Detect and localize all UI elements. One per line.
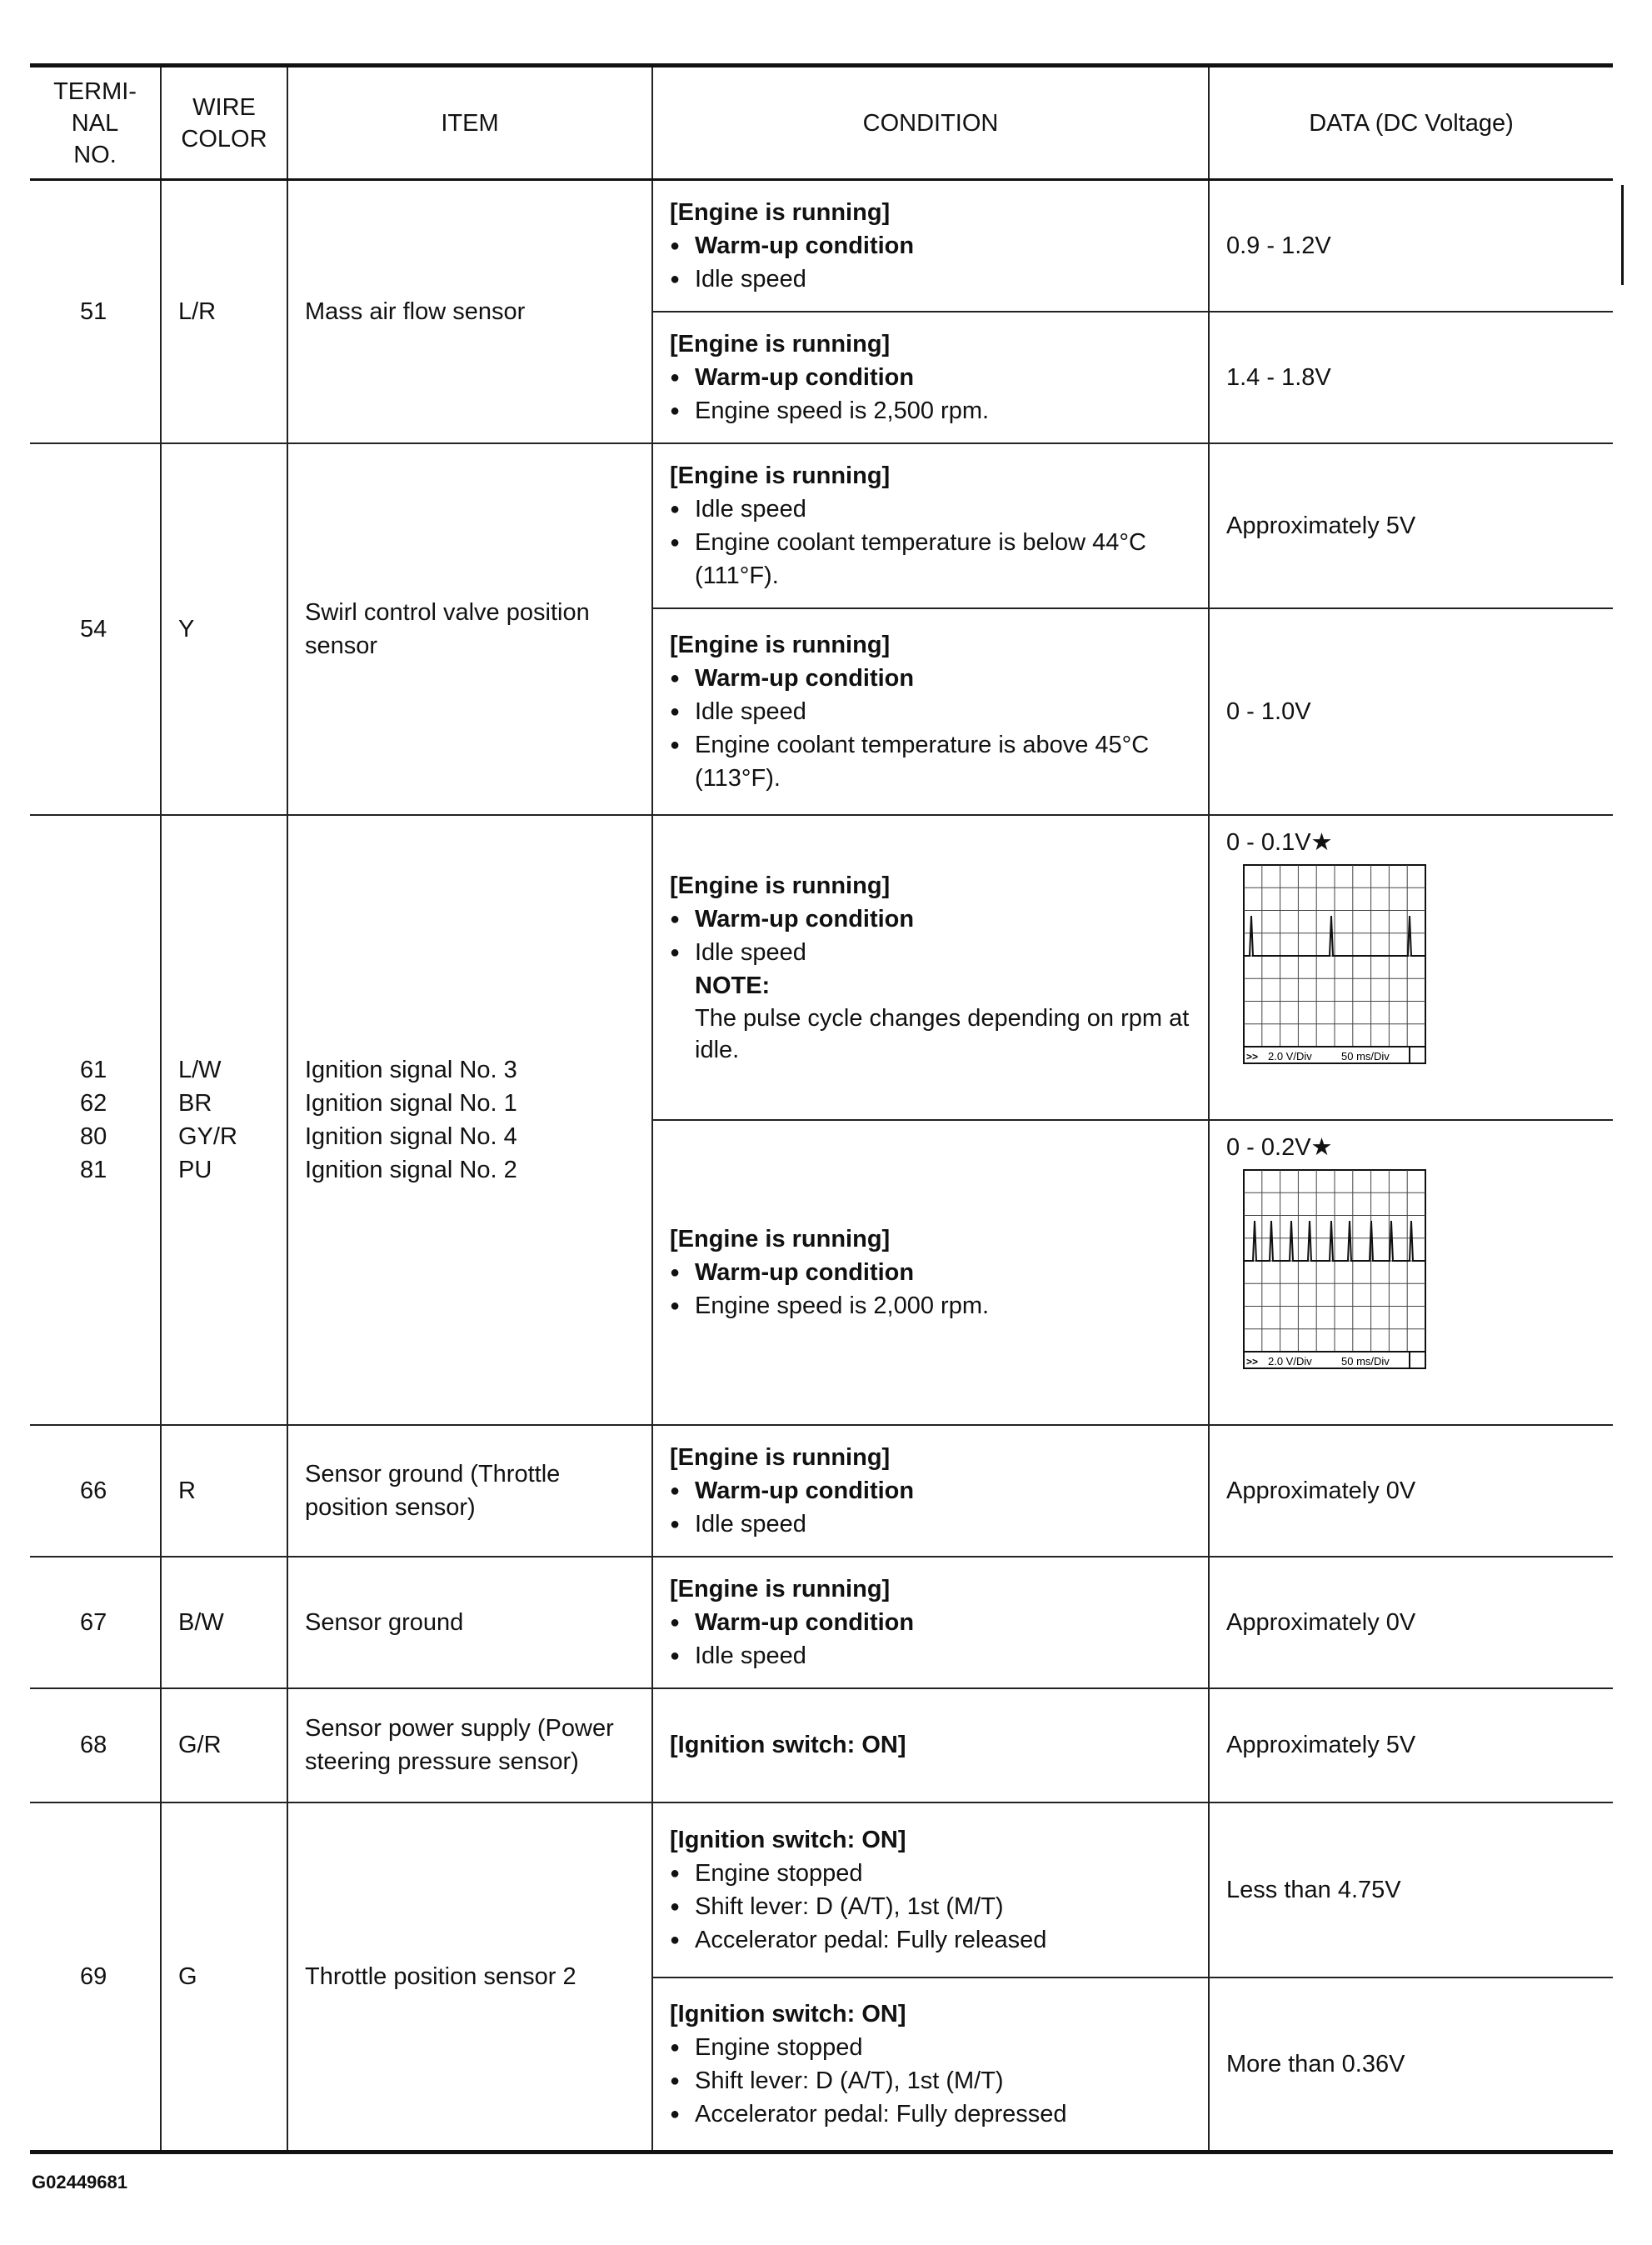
wire-color: B/W bbox=[161, 1557, 287, 1688]
data-value: Approximately 0V bbox=[1209, 1425, 1613, 1557]
data-value: Less than 4.75V bbox=[1209, 1802, 1613, 1978]
terminal-no: 69 bbox=[30, 1802, 161, 2152]
condition-bullet: ● Shift lever: D (A/T), 1st (M/T) bbox=[670, 1890, 1191, 1923]
condition-heading: [Engine is running] bbox=[670, 1443, 891, 1471]
note-title: NOTE: bbox=[695, 972, 771, 999]
header-data: DATA (DC Voltage) bbox=[1209, 66, 1613, 180]
wire-color: R bbox=[161, 1425, 287, 1557]
header-condition: CONDITION bbox=[652, 66, 1209, 180]
condition-heading: [Ignition switch: ON] bbox=[670, 2000, 906, 2028]
item-name: Throttle position sensor 2 bbox=[287, 1802, 652, 2152]
condition-heading: [Engine is running] bbox=[670, 462, 891, 489]
condition-bullet: ● Idle speed bbox=[670, 262, 1191, 296]
condition-bullet: ● Warm-up condition bbox=[670, 662, 1191, 695]
table-row bbox=[30, 180, 1613, 312]
table-row bbox=[30, 1802, 1613, 1978]
condition-bullet: ● Engine speed is 2,500 rpm. bbox=[670, 394, 1191, 428]
wire-color: Y bbox=[161, 443, 287, 815]
condition-bullet: ● Warm-up condition bbox=[670, 1256, 1191, 1289]
table-row bbox=[30, 1425, 1613, 1557]
data-value: Approximately 5V bbox=[1209, 443, 1613, 608]
item-name: Sensor ground bbox=[287, 1557, 652, 1688]
wire-color: BR bbox=[178, 1089, 212, 1117]
condition-bullet: ● Warm-up condition bbox=[670, 902, 1191, 936]
condition-cell bbox=[652, 1120, 1209, 1425]
figure-reference-code: G02449681 bbox=[32, 2172, 127, 2192]
condition-bullet: ● Engine coolant temperature is below 44°C (111°F). bbox=[670, 526, 1191, 592]
data-value: 0 - 0.1V★ bbox=[1226, 828, 1333, 856]
condition-cell bbox=[652, 1557, 1209, 1688]
wire-color: G bbox=[161, 1802, 287, 2152]
table-row bbox=[30, 815, 1613, 1120]
condition-heading: [Engine is running] bbox=[670, 631, 891, 658]
condition-bullet: ● Shift lever: D (A/T), 1st (M/T) bbox=[670, 2064, 1191, 2098]
scope-mark: >> bbox=[1246, 1355, 1259, 1368]
wire-color: GY/R bbox=[178, 1122, 237, 1150]
condition-bullet: ● Idle speed bbox=[670, 492, 1191, 526]
scope-volt-div: 2.0 V/Div bbox=[1268, 1354, 1312, 1368]
data-value-waveform bbox=[1209, 1120, 1613, 1425]
data-value: More than 0.36V bbox=[1209, 1978, 1613, 2152]
item-name: Ignition signal No. 1 bbox=[305, 1089, 517, 1117]
condition-heading: [Engine is running] bbox=[670, 198, 891, 226]
condition-bullet: ● Idle speed bbox=[670, 936, 1191, 969]
header-item: ITEM bbox=[287, 66, 652, 180]
condition-bullet: ● Warm-up condition bbox=[670, 229, 1191, 262]
condition-cell bbox=[652, 312, 1209, 443]
item-name: Sensor power supply (Power steering pressure sensor) bbox=[287, 1688, 652, 1802]
terminal-no: 62 bbox=[80, 1089, 107, 1117]
condition-cell bbox=[652, 180, 1209, 312]
item-name: Sensor ground (Throttle position sensor) bbox=[287, 1425, 652, 1557]
terminal-no-list bbox=[30, 815, 161, 1425]
data-value: 0.9 - 1.2V bbox=[1209, 180, 1613, 312]
item-name: Ignition signal No. 2 bbox=[305, 1156, 517, 1183]
condition-cell bbox=[652, 815, 1209, 1120]
condition-cell bbox=[652, 1978, 1209, 2152]
condition-heading: [Engine is running] bbox=[670, 1575, 891, 1602]
condition-bullet: ● Engine stopped bbox=[670, 1857, 1191, 1890]
data-value: 0 - 1.0V bbox=[1209, 608, 1613, 815]
terminal-no: 80 bbox=[80, 1122, 107, 1150]
table-row bbox=[30, 1688, 1613, 1802]
scope-mark: >> bbox=[1246, 1050, 1259, 1062]
terminal-no: 66 bbox=[30, 1425, 161, 1557]
oscilloscope-waveform-2000rpm bbox=[1243, 1169, 1426, 1369]
item-name: Mass air flow sensor bbox=[287, 180, 652, 443]
terminal-no: 54 bbox=[30, 443, 161, 815]
condition-bullet: ● Idle speed bbox=[670, 1508, 1191, 1541]
oscilloscope-waveform-idle bbox=[1243, 864, 1426, 1064]
item-name: Swirl control valve position sensor bbox=[287, 443, 652, 815]
data-value: Approximately 5V bbox=[1209, 1688, 1613, 1802]
wire-color: G/R bbox=[161, 1688, 287, 1802]
condition-bullet: ● Accelerator pedal: Fully released bbox=[670, 1923, 1191, 1957]
wire-color: PU bbox=[178, 1156, 212, 1183]
condition-heading: [Engine is running] bbox=[670, 330, 891, 358]
header-wire-color: WIRE COLOR bbox=[161, 66, 287, 180]
condition-bullet: ● Warm-up condition bbox=[670, 1474, 1191, 1508]
data-value: Approximately 0V bbox=[1209, 1557, 1613, 1688]
wire-color: L/W bbox=[178, 1056, 222, 1083]
condition-heading: [Ignition switch: ON] bbox=[670, 1826, 906, 1853]
condition-bullet: ● Accelerator pedal: Fully depressed bbox=[670, 2098, 1191, 2131]
scope-volt-div: 2.0 V/Div bbox=[1268, 1049, 1312, 1062]
terminal-no: 61 bbox=[80, 1056, 107, 1083]
condition-cell bbox=[652, 1802, 1209, 1978]
condition-heading: [Engine is running] bbox=[670, 1225, 891, 1252]
condition-cell bbox=[652, 1425, 1209, 1557]
scope-time-div: 50 ms/Div bbox=[1341, 1049, 1390, 1062]
condition-bullet: ● Warm-up condition bbox=[670, 361, 1191, 394]
condition-cell bbox=[652, 608, 1209, 815]
terminal-data-table bbox=[30, 63, 1613, 2154]
condition-bullet: ● Warm-up condition bbox=[670, 1606, 1191, 1639]
condition-bullet: ● Engine stopped bbox=[670, 2031, 1191, 2064]
table-row bbox=[30, 1557, 1613, 1688]
header-terminal: TERMI- NAL NO. bbox=[30, 66, 161, 180]
wire-color-list bbox=[161, 815, 287, 1425]
condition-bullet: ● Engine coolant temperature is above 45°C (113°F). bbox=[670, 728, 1191, 795]
item-name-list bbox=[287, 815, 652, 1425]
data-value: 1.4 - 1.8V bbox=[1209, 312, 1613, 443]
condition-note bbox=[670, 969, 1191, 1066]
condition-bullet: ● Idle speed bbox=[670, 1639, 1191, 1672]
condition-bullet: ● Engine speed is 2,000 rpm. bbox=[670, 1289, 1191, 1322]
data-value-waveform bbox=[1209, 815, 1613, 1120]
scope-time-div: 50 ms/Div bbox=[1341, 1354, 1390, 1368]
terminal-no: 68 bbox=[30, 1688, 161, 1802]
condition-cell bbox=[652, 443, 1209, 608]
item-name: Ignition signal No. 4 bbox=[305, 1122, 517, 1150]
condition-heading: [Ignition switch: ON] bbox=[670, 1732, 906, 1758]
terminal-no: 81 bbox=[80, 1156, 107, 1183]
table-header-row bbox=[30, 66, 1613, 180]
condition-cell bbox=[652, 1688, 1209, 1802]
terminal-no: 67 bbox=[30, 1557, 161, 1688]
terminal-no: 51 bbox=[30, 180, 161, 443]
table-row bbox=[30, 443, 1613, 608]
wire-color: L/R bbox=[161, 180, 287, 443]
condition-heading: [Engine is running] bbox=[670, 872, 891, 899]
note-body: The pulse cycle changes depending on rpm at idle. bbox=[695, 1004, 1190, 1063]
data-value: 0 - 0.2V★ bbox=[1226, 1133, 1333, 1161]
item-name: Ignition signal No. 3 bbox=[305, 1056, 517, 1083]
condition-bullet: ● Idle speed bbox=[670, 695, 1191, 728]
change-bar bbox=[1621, 185, 1624, 285]
